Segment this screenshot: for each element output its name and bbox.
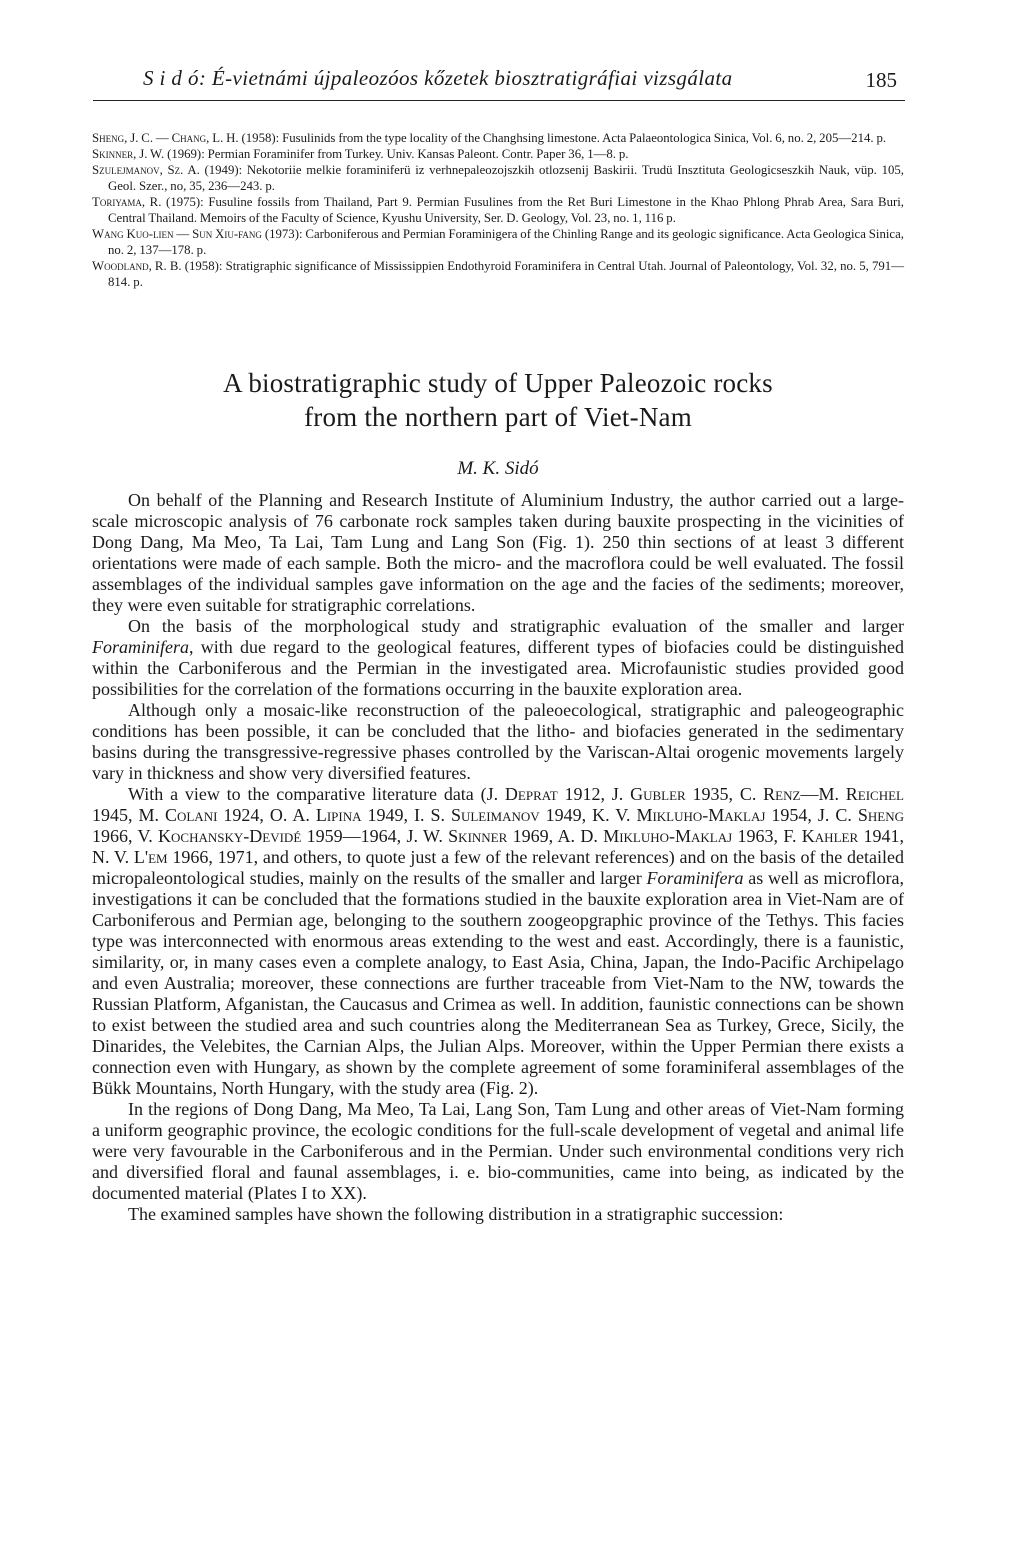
text-run: as well as microflora, investigations it can be concluded that the formations studied in the bauxite exploration area in Viet-Nam are of Carboniferous and Permian age, belonging to the southern zoogeopgraphic province of the Tethys. This facies type was interconnected with enormous areas extending to the west and east. Accordingly, there is a faunistic, similarity, or, in many cases even a complete analogy, to East Asia, China, Japan, the Indo-Pacific Archipelago and even Australia; moreover, these connections are further traceable from Viet-Nam to the NW, towards the Russian Platform, Afganistan, the Caucasus and Crimea as well. In addition, faunistic connections can be shown to exist between the studied area and such countries along the Mediterranean Sea as Turkey, Grece, Sicily, the Dinarides, the Velebites, the Carnian Alps, the Julian Alps. Moreover, within the Upper Permian there exists a connection even with Hungary, as shown by the complete agreement of some foraminiferal assemblages of the Bükk Mountains, North Hungary, with the study area (Fig. 2).	[92, 868, 904, 1098]
text-run: 1959—1964, J. W.	[301, 826, 449, 846]
cited-author: Kahler	[801, 826, 859, 846]
text-run: 1963, F.	[732, 826, 802, 846]
text-run: With a view to the comparative literature data (J.	[128, 784, 505, 804]
text-run: 1966, V.	[92, 826, 159, 846]
text-run: On the basis of the morphological study and stratigraphic evaluation of the smaller and larger	[128, 616, 904, 636]
text-run: 1954, J. C.	[765, 805, 858, 825]
cited-author: Suleimanov	[450, 805, 540, 825]
cited-author: Mikluho-Maklaj	[603, 826, 733, 846]
running-head	[93, 66, 903, 98]
body-paragraph: The examined samples have shown the following distribution in a stratigraphic succession:	[128, 1204, 784, 1224]
text-run: 1924, O. A.	[217, 805, 316, 825]
cited-author: Kochansky-Devidé	[158, 826, 302, 846]
body-paragraph: In the regions of Dong Dang, Ma Meo, Ta Lai, Lang Son, Tam Lung and other areas of Viet-Nam forming a uniform geographic province, the ecologic conditions for the full-scale development of vegetal and animal life were very favourable in the Carboniferous and in the Permian. Under such environmental conditions very rich and diversified floral and faunal assemblages, i. e. bio-communities, came into being, as indicated by the documented material (Plates I to XX).	[92, 1099, 904, 1203]
reference-author: Wang Kuo-lien — Sun Xiu-fang	[92, 227, 262, 241]
reference-author: Skinner, J. W.	[92, 147, 165, 161]
reference-text: (1969): Permian Foraminifer from Turkey. Univ. Kansas Paleont. Contr. Paper 36, 1—8. p.	[164, 147, 629, 161]
reference-author: Sheng, J. C. — Chang, L. H.	[92, 131, 239, 145]
reference-text: (1975): Fusuline fossils from Thailand, Part 9. Permian Fusulines from the Ret Buri Limestone in the Khao Phlong Phrab Area, Sara Buri, Central Thailand. Memoirs of the Faculty of Science, Kyushu University, Ser. D. Geology, Vol. 23, no. 1, 116 p.	[108, 195, 904, 225]
text-run: —M.	[800, 784, 846, 804]
cited-author: Gubler	[630, 784, 686, 804]
reference-item	[92, 226, 904, 258]
text-run: 1949, I. S.	[361, 805, 451, 825]
reference-text: (1958): Fusulinids from the type locality of the Changhsing limestone. Acta Palaeontologica Sinica, Vol. 6, no. 2, 205—214. p.	[238, 131, 887, 145]
text-run: 1945, M.	[92, 805, 165, 825]
header-rule	[93, 100, 905, 101]
text-run: 1935, C.	[685, 784, 764, 804]
text-run: 1941, N. V.	[92, 826, 904, 867]
article-title-line: from the northern part of Viet-Nam	[304, 402, 692, 432]
body-paragraph	[92, 616, 904, 700]
article-author: M. K. Sidó	[457, 458, 539, 479]
reference-item	[92, 258, 904, 290]
reference-item	[92, 194, 904, 226]
cited-author: Renz	[763, 784, 801, 804]
reference-item	[92, 162, 904, 194]
cited-author: Colani	[164, 805, 218, 825]
text-run: 1949, K. V.	[539, 805, 637, 825]
reference-text: (1949): Nekotoriie melkie foraminiferü iz verhnepaleozojszkih otlozsenij Baskirii. Trudü Insztituta Geologicseszkih Nauk, vüp. 105, Geol. Szer., no, 35, 236—243. p.	[108, 163, 904, 193]
taxon-name: Foraminifera	[92, 637, 189, 657]
article-title	[92, 366, 904, 434]
cited-author: L'em	[133, 847, 168, 867]
page-number: 185	[865, 68, 897, 92]
reference-item	[92, 130, 904, 146]
text-run: 1912, J.	[557, 784, 631, 804]
cited-author: Mikluho-Maklaj	[636, 805, 766, 825]
cited-author: Deprat	[504, 784, 558, 804]
reference-author: Toriyama, R.	[92, 195, 162, 209]
cited-author: Reichel	[845, 784, 904, 804]
text-run: 1969, A. D.	[507, 826, 604, 846]
text-run: 1966, 1971, and others, to quote just a few of the relevant references) and on the basis of the detailed micropaleontological studies, mainly on the results of the smaller and larger	[92, 847, 904, 888]
reference-list	[92, 130, 904, 290]
cited-author: Lipina	[315, 805, 362, 825]
body-paragraph	[92, 784, 904, 1099]
body-paragraph: Although only a mosaic-like reconstruction of the paleoecological, stratigraphic and paleogeographic conditions has been possible, it can be concluded that the litho- and biofacies generated in the sedimentary basins during the transgressive-regressive phases controlled by the Variscan-Altai orogenic movements largely vary in thickness and show very diversified features.	[92, 700, 904, 783]
reference-author: Szulejmanov, Sz. A.	[92, 163, 200, 177]
reference-text: (1958): Stratigraphic significance of Mississippien Endothyroid Foraminifera in Central Utah. Journal of Paleontology, Vol. 32, no. 5, 791—814. p.	[108, 259, 904, 289]
reference-text: (1973): Carboniferous and Permian Foraminigera of the Chinling Range and its geologic significance. Acta Geologica Sinica, no. 2, 137—178. p.	[108, 227, 904, 257]
reference-item	[92, 146, 904, 162]
article-body	[92, 490, 904, 1225]
text-run: , with due regard to the geological features, different types of biofacies could be distinguished within the Carboniferous and the Permian in the investigated area. Microfaunistic studies provided good possibilities for the correlation of the formations occurring in the bauxite exploration area.	[92, 637, 904, 699]
cited-author: Skinner	[448, 826, 508, 846]
cited-author: Sheng	[857, 805, 904, 825]
reference-author: Woodland, R. B.	[92, 259, 182, 273]
taxon-name: Foraminifera	[646, 868, 744, 888]
body-paragraph: On behalf of the Planning and Research Institute of Aluminium Industry, the author carried out a large-scale microscopic analysis of 76 carbonate rock samples taken during bauxite prospecting in the vicinities of Dong Dang, Ma Meo, Ta Lai, Tam Lung and Lang Son (Fig. 1). 250 thin sections of at least 3 different orientations were made of each sample. Both the micro- and the macroflora could be well evaluated. The fossil assemblages of the individual samples gave information on the age and the facies of the sediments; moreover, they were even suitable for stratigraphic correlations.	[92, 490, 904, 615]
running-head-title: S i d ó: É-vietnámi újpaleozóos kőzetek biosztratigráfiai vizsgálata	[143, 66, 733, 90]
article-title-line: A biostratigraphic study of Upper Paleozoic rocks	[223, 368, 773, 398]
